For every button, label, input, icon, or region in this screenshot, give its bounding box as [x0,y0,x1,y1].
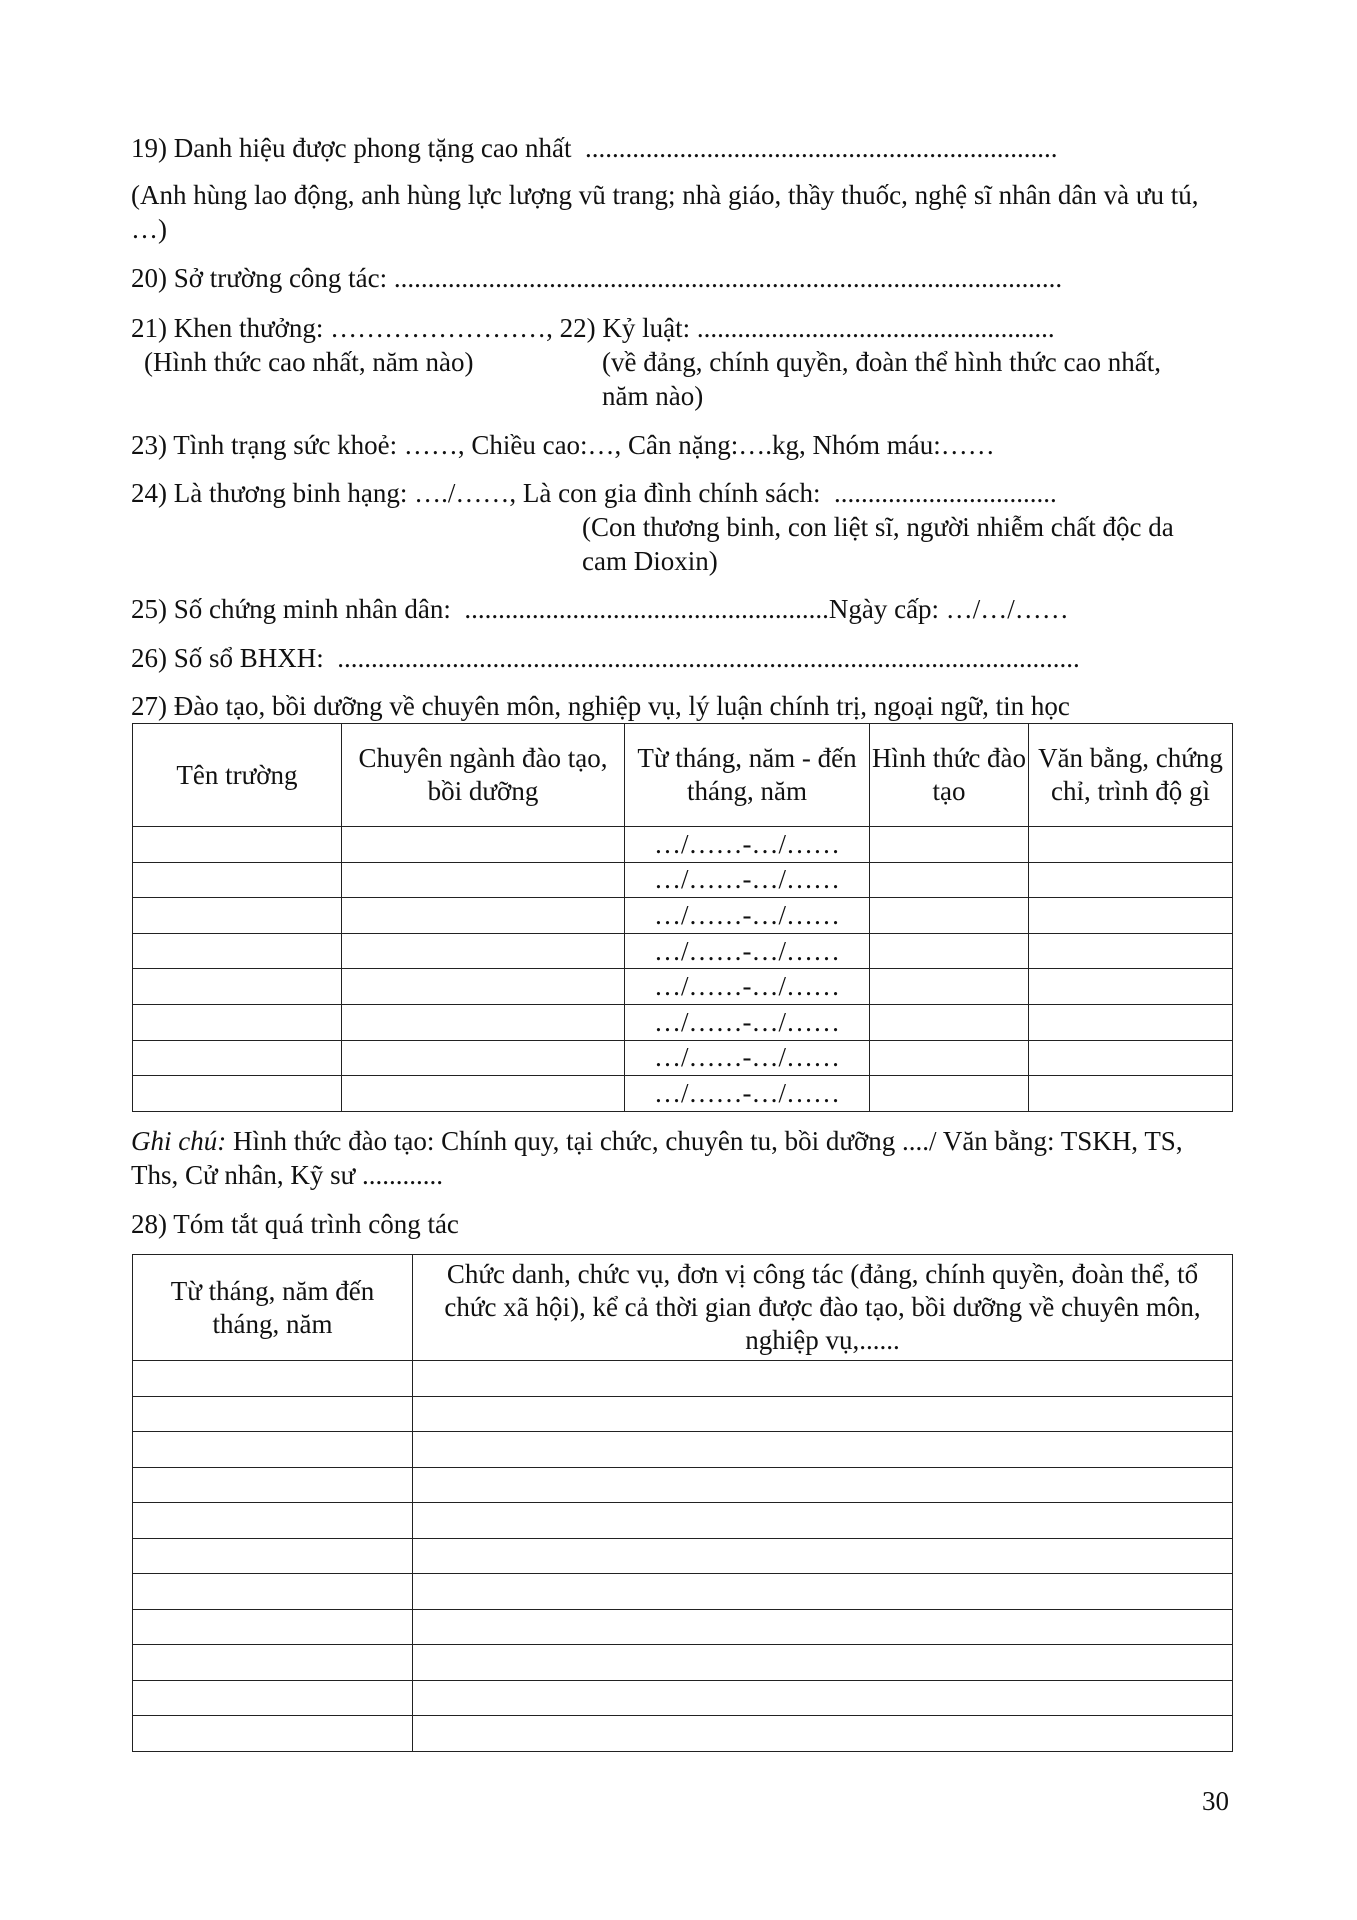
empty-cell [413,1574,1233,1610]
empty-cell [342,1004,625,1040]
note-text: Hình thức đào tạo: Chính quy, tại chức, chuyên tu, bồi dưỡng ..../ Văn bằng: TSKH, TS, Ths, Cử nhân, Kỹ sư ............ [131,1126,1183,1190]
empty-cell [413,1645,1233,1681]
item-23: 23) Tình trạng sức khoẻ: ……, Chiều cao:…, Cân nặng:….kg, Nhóm máu:…… [131,430,995,460]
item-21-note: (Hình thức cao nhất, năm nào) [144,347,474,377]
work-history-row [133,1361,1233,1397]
empty-cell [1029,933,1233,969]
empty-cell [133,898,342,934]
empty-cell [342,933,625,969]
work-history-row [133,1503,1233,1539]
empty-cell [870,1076,1029,1112]
training-table-header [133,724,1233,827]
empty-cell [1029,1040,1233,1076]
training-table-row [133,862,1233,898]
empty-cell [870,1004,1029,1040]
item-24: 24) Là thương binh hạng: …./……, Là con gia đình chính sách: ................................. [131,478,1057,508]
empty-cell [342,969,625,1005]
item-26: 26) Số sổ BHXH: .............................................................................................................. [131,643,1080,673]
empty-cell [133,1076,342,1112]
empty-cell [870,1040,1029,1076]
empty-cell [1029,969,1233,1005]
empty-cell [1029,1004,1233,1040]
empty-cell [1029,898,1233,934]
header-position-unit: Chức danh, chức vụ, đơn vị công tác (đảng, chính quyền, đoàn thể, tổ chức xã hội), kể cả thời gian được đào tạo, bồi dưỡng về chuyên môn, nghiệp vụ,...... [413,1255,1233,1361]
empty-cell [133,1609,413,1645]
training-table-row [133,969,1233,1005]
empty-cell [133,1467,413,1503]
item-28: 28) Tóm tắt quá trình công tác [131,1209,459,1239]
empty-cell [133,1538,413,1574]
work-history-row [133,1396,1233,1432]
work-history-row [133,1645,1233,1681]
empty-cell [870,898,1029,934]
training-table-row [133,898,1233,934]
empty-cell [413,1361,1233,1397]
empty-cell [133,1716,413,1752]
empty-cell [413,1609,1233,1645]
item-20: 20) Sở trường công tác: ................................................................................................... [131,263,1063,293]
empty-cell [133,969,342,1005]
training-table-row [133,933,1233,969]
training-table-row [133,1076,1233,1112]
note-label: Ghi chú: [131,1126,227,1156]
item-27: 27) Đào tạo, bồi dưỡng về chuyên môn, nghiệp vụ, lý luận chính trị, ngoại ngữ, tin học [131,691,1070,721]
empty-cell [133,1396,413,1432]
work-history-row [133,1538,1233,1574]
period-cell: …/……-…/…… [625,827,870,863]
empty-cell [413,1680,1233,1716]
header-school-name: Tên trường [133,724,342,827]
work-history-row [133,1467,1233,1503]
header-degree: Văn bằng, chứng chỉ, trình độ gì [1029,724,1233,827]
item-24-note: (Con thương binh, con liệt sĩ, người nhiễm chất độc da cam Dioxin) [582,512,1174,576]
empty-cell [413,1503,1233,1539]
empty-cell [413,1538,1233,1574]
period-cell: …/……-…/…… [625,1076,870,1112]
training-table-row [133,1040,1233,1076]
empty-cell [133,1432,413,1468]
work-history-row [133,1716,1233,1752]
empty-cell [133,1004,342,1040]
page-number: 30 [1202,1786,1229,1816]
period-cell: …/……-…/…… [625,862,870,898]
work-history-header [133,1255,1233,1361]
empty-cell [342,1076,625,1112]
note [131,1124,1231,1192]
empty-cell [413,1432,1233,1468]
header-period: Từ tháng, năm - đến tháng, năm [625,724,870,827]
training-table [132,723,1233,1112]
empty-cell [342,862,625,898]
empty-cell [870,969,1029,1005]
work-history-row [133,1609,1233,1645]
empty-cell [1029,862,1233,898]
empty-cell [870,862,1029,898]
header-time-period: Từ tháng, năm đến tháng, năm [133,1255,413,1361]
empty-cell [133,1680,413,1716]
header-training-form: Hình thức đào tạo [870,724,1029,827]
empty-cell [1029,827,1233,863]
empty-cell [133,862,342,898]
work-history-row [133,1680,1233,1716]
period-cell: …/……-…/…… [625,1040,870,1076]
empty-cell [133,1645,413,1681]
empty-cell [133,1503,413,1539]
empty-cell [133,1361,413,1397]
empty-cell [342,898,625,934]
empty-cell [870,933,1029,969]
work-history-row [133,1432,1233,1468]
empty-cell [133,827,342,863]
empty-cell [870,827,1029,863]
training-table-row [133,1004,1233,1040]
empty-cell [342,1040,625,1076]
empty-cell [133,1040,342,1076]
empty-cell [413,1467,1233,1503]
empty-cell [413,1396,1233,1432]
empty-cell [342,827,625,863]
empty-cell [133,1574,413,1610]
item-19-note: (Anh hùng lao động, anh hùng lực lượng vũ trang; nhà giáo, thầy thuốc, nghệ sĩ nhân dân và ưu tú, …) [131,180,1199,244]
item-19: 19) Danh hiệu được phong tặng cao nhất ...................................................................... [131,133,1058,163]
item-25: 25) Số chứng minh nhân dân: ......................................................Ngày cấp: …/…/…… [131,594,1069,624]
item-21-22: 21) Khen thưởng: ……………………, 22) Kỷ luật: ..................................................... [131,313,1055,343]
header-major: Chuyên ngành đào tạo, bồi dưỡng [342,724,625,827]
period-cell: …/……-…/…… [625,1004,870,1040]
work-history-table [132,1254,1233,1752]
period-cell: …/……-…/…… [625,933,870,969]
period-cell: …/……-…/…… [625,898,870,934]
item-22-note: (về đảng, chính quyền, đoàn thể hình thức cao nhất, năm nào) [602,347,1161,411]
empty-cell [1029,1076,1233,1112]
empty-cell [413,1716,1233,1752]
work-history-row [133,1574,1233,1610]
empty-cell [133,933,342,969]
training-table-row [133,827,1233,863]
period-cell: …/……-…/…… [625,969,870,1005]
